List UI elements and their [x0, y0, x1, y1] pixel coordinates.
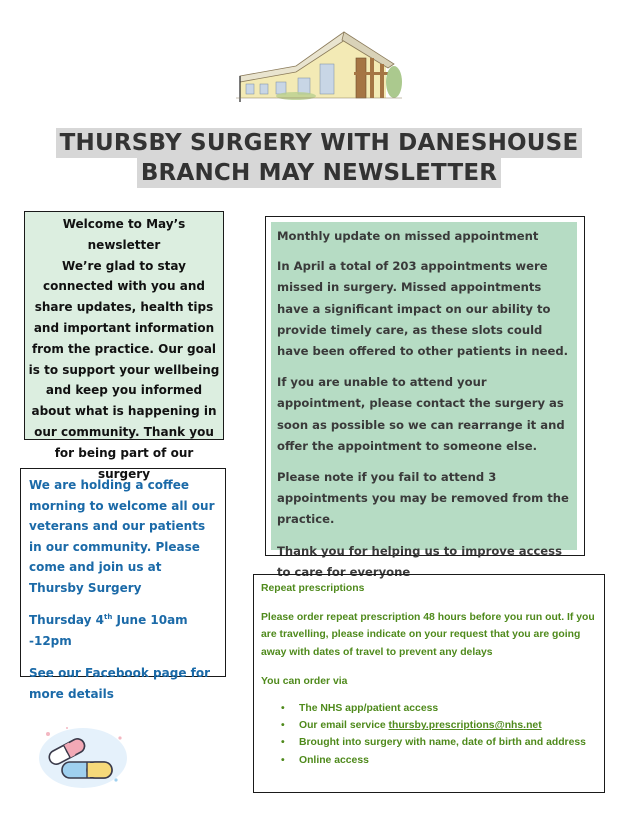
order-method-item	[299, 717, 598, 734]
coffee-morning-box	[20, 468, 226, 701]
welcome-body: We’re glad to stay connected with you and share updates, health tips and important information from the practice. Our goal is to support your wellbeing and keep you informed about what is happening in our community. Thank you for being part of our surgery	[28, 258, 220, 481]
order-method-item: • Brought into surgery with name, date of birth and address	[299, 734, 598, 751]
title-line-2: BRANCH MAY NEWSLETTER	[137, 158, 501, 188]
coffee-date	[29, 610, 217, 651]
order-method-item: • The NHS app/patient access	[299, 700, 598, 717]
pills-icon	[36, 718, 130, 790]
welcome-box	[24, 211, 224, 481]
missed-appointments-panel	[271, 222, 577, 579]
coffee-date-prefix: Thursday 4	[29, 613, 104, 627]
repeat-heading: Repeat prescriptions	[261, 583, 365, 594]
missed-heading: Monthly update on missed appointment	[277, 229, 539, 243]
repeat-prescriptions-box	[253, 574, 605, 793]
missed-paragraph-1: In April a total of 203 appointments were missed in surgery. Missed appointments have a significant impact on our ability to provide timely care, as these slots could have been offered to other patients in need.	[277, 259, 569, 359]
missed-paragraph-4: Thank you for helping us to improve access to care for everyone	[277, 543, 562, 579]
repeat-intro: Please order repeat prescription 48 hours before you run out. If you are travelling, please indicate on your request that you are going away with dates of travel to prevent any delays	[261, 612, 595, 658]
coffee-invite: We are holding a coffee morning to welcome all our veterans and our patients in our community. Please come and join us at Thursby Surgery	[29, 478, 215, 595]
coffee-facebook: See our Facebook page for more details	[29, 666, 211, 701]
welcome-heading: Welcome to May’s newsletter	[62, 217, 186, 252]
newsletter-title	[0, 128, 638, 188]
order-method-item: • Online access	[299, 752, 598, 769]
missed-paragraph-2: If you are unable to attend your appointment, please contact the surgery as soon as possible so we can rearrange it and offer the appointment to someone else.	[277, 375, 565, 453]
order-methods-list	[261, 700, 598, 769]
missed-paragraph-3: Please note if you fail to attend 3 appointments you may be removed from the practice.	[277, 470, 569, 527]
order-method-email-label: Our email service	[299, 720, 389, 732]
repeat-order-via: You can order via	[261, 675, 348, 687]
missed-appointments-box	[265, 216, 585, 579]
prescriptions-email-link[interactable]: thursby.prescriptions@nhs.net	[388, 720, 542, 732]
coffee-date-suffix: th	[104, 613, 113, 621]
coffee-date-rest: June 10am -12pm	[29, 613, 188, 648]
title-line-1: THURSBY SURGERY WITH DANESHOUSE	[56, 128, 583, 158]
surgery-building-logo	[236, 28, 402, 102]
